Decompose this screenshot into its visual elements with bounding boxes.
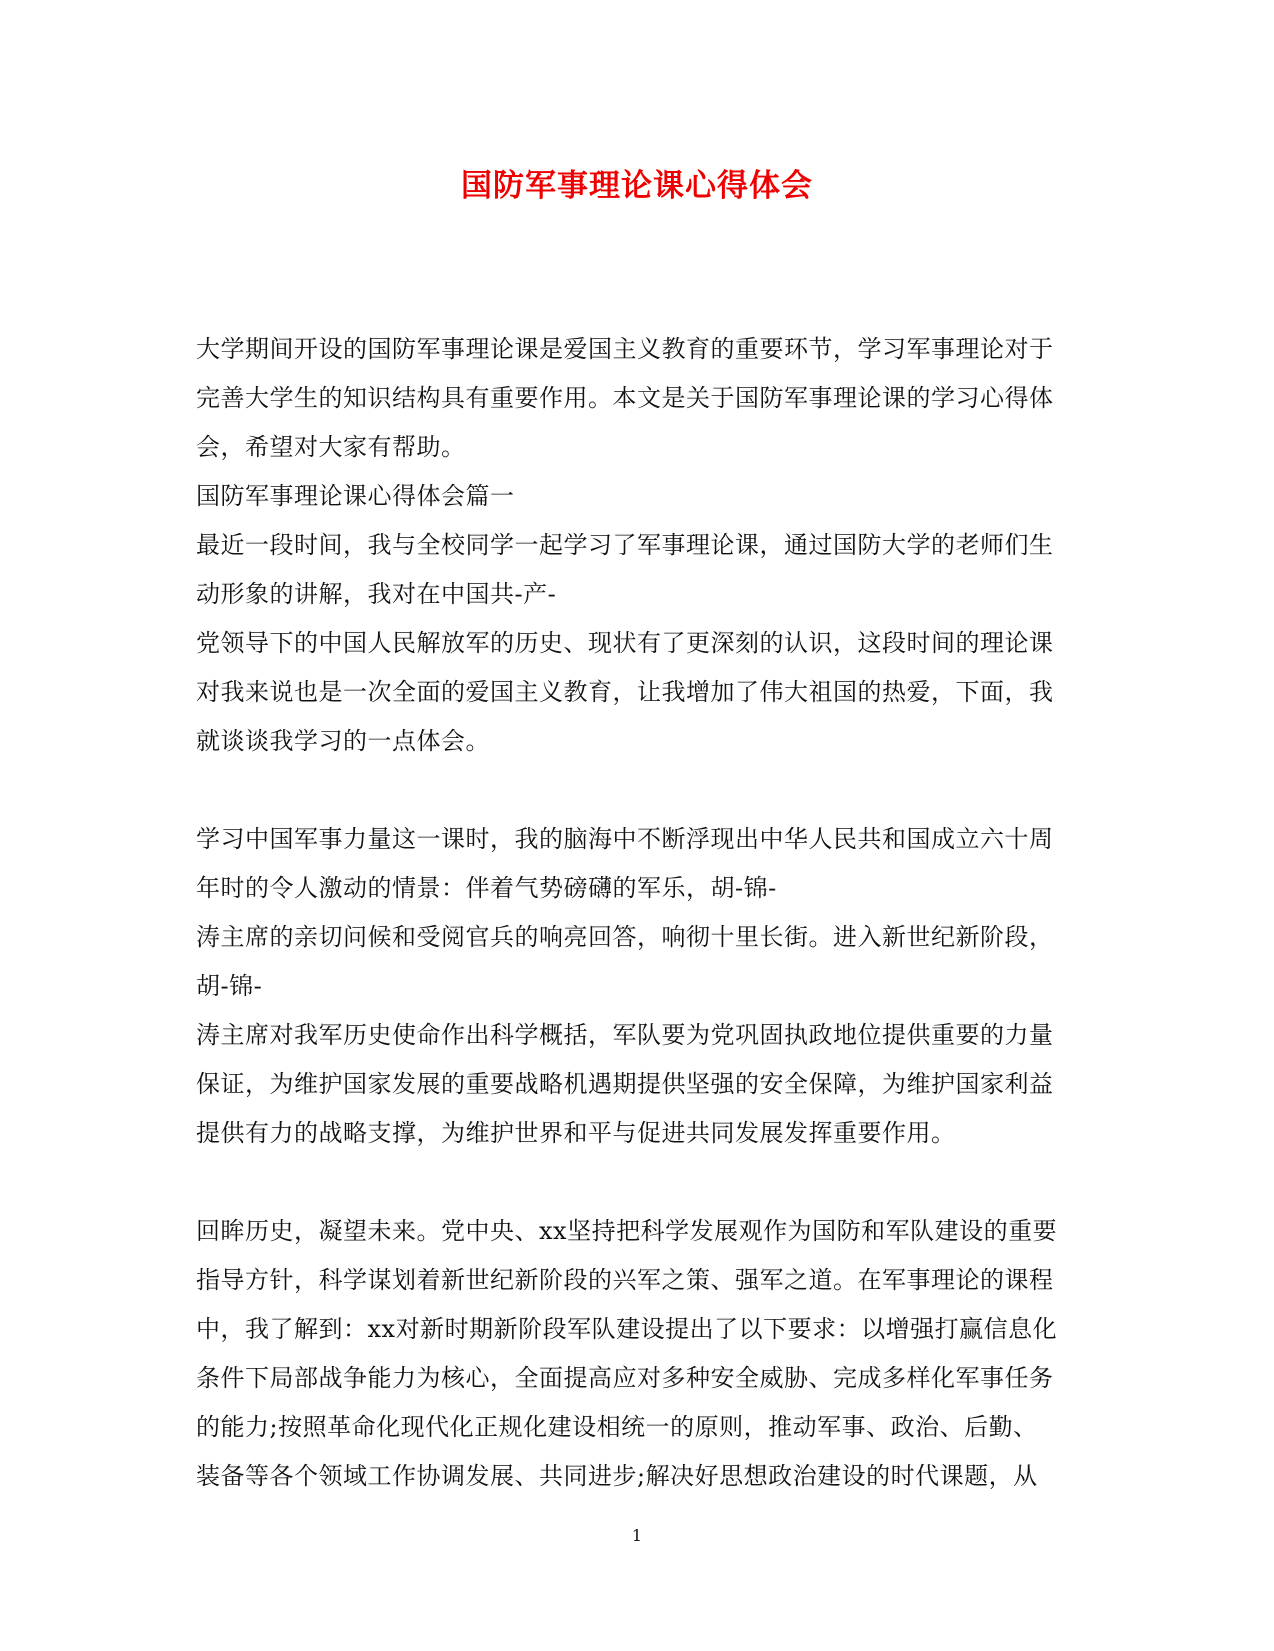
paragraph-gap (196, 766, 1076, 815)
text-line: 中，我了解到：xx对新时期新阶段军队建设提出了以下要求：以增强打赢信息化 (196, 1315, 1058, 1343)
text-line: 胡-锦- (196, 972, 263, 1000)
text-line: 学习中国军事力量这一课时，我的脑海中不断浮现出中华人民共和国成立六十周 (196, 825, 1054, 853)
text-line: 回眸历史，凝望未来。党中央、xx坚持把科学发展观作为国防和军队建设的重要 (196, 1217, 1058, 1245)
text-line: 装备等各个领域工作协调发展、共同进步;解决好思想政治建设的时代课题，从 (196, 1462, 1038, 1490)
document-body (196, 325, 1076, 1501)
text-line: 涛主席的亲切问候和受阅官兵的响亮回答，响彻十里长街。进入新世纪新阶段， (196, 923, 1054, 951)
text-line: 的能力;按照革命化现代化正规化建设相统一的原则，推动军事、政治、后勤、 (196, 1413, 1038, 1441)
text-line: 最近一段时间，我与全校同学一起学习了军事理论课，通过国防大学的老师们生 (196, 531, 1054, 559)
text-line: 动形象的讲解，我对在中国共-产- (196, 580, 557, 608)
text-line: 保证，为维护国家发展的重要战略机遇期提供坚强的安全保障，为维护国家利益 (196, 1070, 1054, 1098)
text-line: 对我来说也是一次全面的爱国主义教育，让我增加了伟大祖国的热爱，下面，我 (196, 678, 1054, 706)
text-line: 完善大学生的知识结构具有重要作用。本文是关于国防军事理论课的学习心得体 (196, 384, 1054, 412)
text-line: 会，希望对大家有帮助。 (196, 433, 466, 461)
text-line: 涛主席对我军历史使命作出科学概括，军队要为党巩固执政地位提供重要的力量 (196, 1021, 1054, 1049)
paragraph-gap (196, 1158, 1076, 1207)
text-line: 就谈谈我学习的一点体会。 (196, 727, 490, 755)
text-line: 大学期间开设的国防军事理论课是爱国主义教育的重要环节，学习军事理论对于 (196, 335, 1054, 363)
text-line: 条件下局部战争能力为核心，全面提高应对多种安全威胁、完成多样化军事任务 (196, 1364, 1054, 1392)
text-line: 年时的令人激动的情景：伴着气势磅礴的军乐，胡-锦- (196, 874, 777, 902)
text-line: 指导方针，科学谋划着新世纪新阶段的兴军之策、强军之道。在军事理论的课程 (196, 1266, 1054, 1294)
document-title: 国防军事理论课心得体会 (461, 168, 813, 204)
text-line: 提供有力的战略支撑，为维护世界和平与促进共同发展发挥重要作用。 (196, 1119, 956, 1147)
text-line: 党领导下的中国人民解放军的历史、现状有了更深刻的认识，这段时间的理论课 (196, 629, 1054, 657)
page-number: 1 (631, 1526, 643, 1545)
section-heading: 国防军事理论课心得体会篇一 (196, 482, 515, 510)
